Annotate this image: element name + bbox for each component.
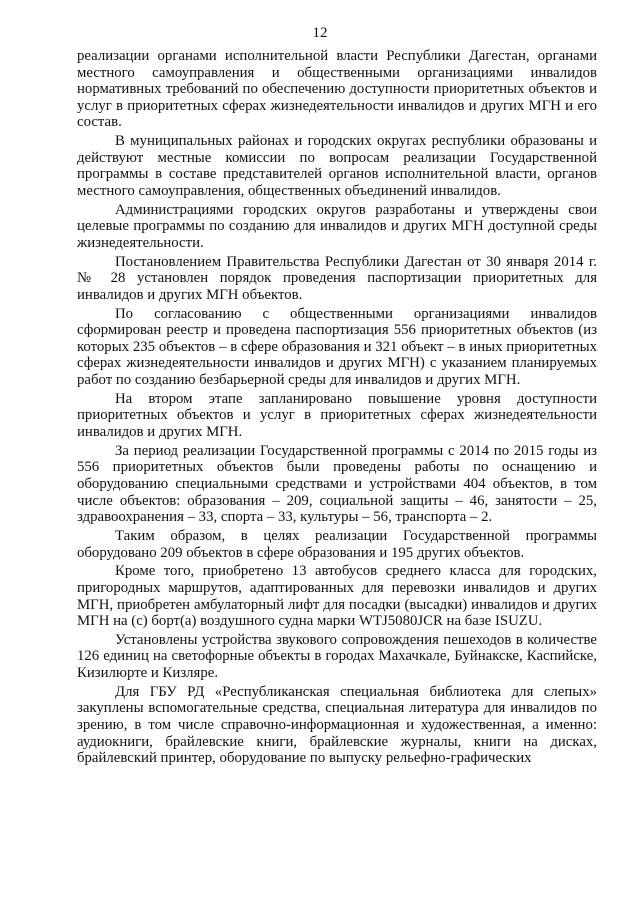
paragraph-commissions: В муниципальных районах и городских округах республики образованы и действуют местные комиссии по вопросам реализации Государственной программы в составе представителей органов исполнительной власти, органов местного самоуправления, общественных объединений инвалидов. — [77, 133, 597, 199]
paragraph-summary: Таким образом, в целях реализации Государственной программы оборудовано 209 объектов в сфере образования и 195 других объектов. — [77, 527, 597, 561]
page-number: 12 — [312, 25, 328, 41]
document-body — [77, 48, 597, 769]
paragraph-registry: По согласованию с общественными организациями инвалидов сформирован реестр и проведена паспортизация 556 приоритетных объектов (из которых 235 объектов – в сфере образования и 321 объект – в иных приоритетных сферах жизнедеятельности инвалидов и других МГН) с указанием планируемых работ по созданию безбарьерной среды для инвалидов и других МГН. — [77, 305, 597, 389]
paragraph-pedestrian-devices: Установлены устройства звукового сопровождения пешеходов в количестве 126 единиц на светофорные объекты в городах Махачкале, Буйнакске, Каспийске, Кизилюрте и Кизляре. — [77, 631, 597, 682]
paragraph-buses: Кроме того, приобретено 13 автобусов среднего класса для городских, пригородных маршрутов, адаптированных для перевозки инвалидов и других МГН, приобретен амбулаторный лифт для посадки (высадки) инвалидов и других МГН на (с) борт(а) воздушного судна марки WTJ5080JCR на базе ISUZU. — [77, 563, 597, 630]
paragraph-library: Для ГБУ РД «Республиканская специальная библиотека для слепых» закуплены вспомогательные средства, специальная литература для инвалидов по зрению, в том числе справочно-информационная и художественная, а именно: аудиокниги, брайлевские книги, брайлевские журналы, книги на дисках, брайлевский принтер, оборудование по выпуску рельефно-графических — [77, 683, 597, 767]
paragraph-target-programs: Администрациями городских округов разработаны и утверждены свои целевые программы по созданию для инвалидов и других МГН доступной среды жизнедеятельности. — [77, 201, 597, 251]
paragraph-program-period: За период реализации Государственной программы с 2014 по 2015 годы из 556 приоритетных объектов были проведены работы по оснащению и оборудованию специальными средствами и устройствами 404 объектов, в том числе объектов: образования – 209, социальной защиты – 46, занятости – 25, здравоохранения – 33, спорта – 33, культуры – 56, транспорта – 2. — [77, 442, 597, 526]
paragraph-second-stage: На втором этапе запланировано повышение уровня доступности приоритетных объектов и услуг в приоритетных сферах жизнедеятельности инвалидов и других МГН. — [77, 390, 597, 440]
paragraph-resolution: Постановлением Правительства Республики Дагестан от 30 января 2014 г. № 28 установлен порядок проведения паспортизации приоритетных для инвалидов и других МГН объектов. — [77, 253, 597, 303]
paragraph-continuation: реализации органами исполнительной власти Республики Дагестан, органами местного самоуправления и общественными организациями инвалидов нормативных требований по обеспечению доступности приоритетных объектов и услуг в приоритетных сферах жизнедеятельности инвалидов и других МГН и его состав. — [77, 48, 597, 131]
